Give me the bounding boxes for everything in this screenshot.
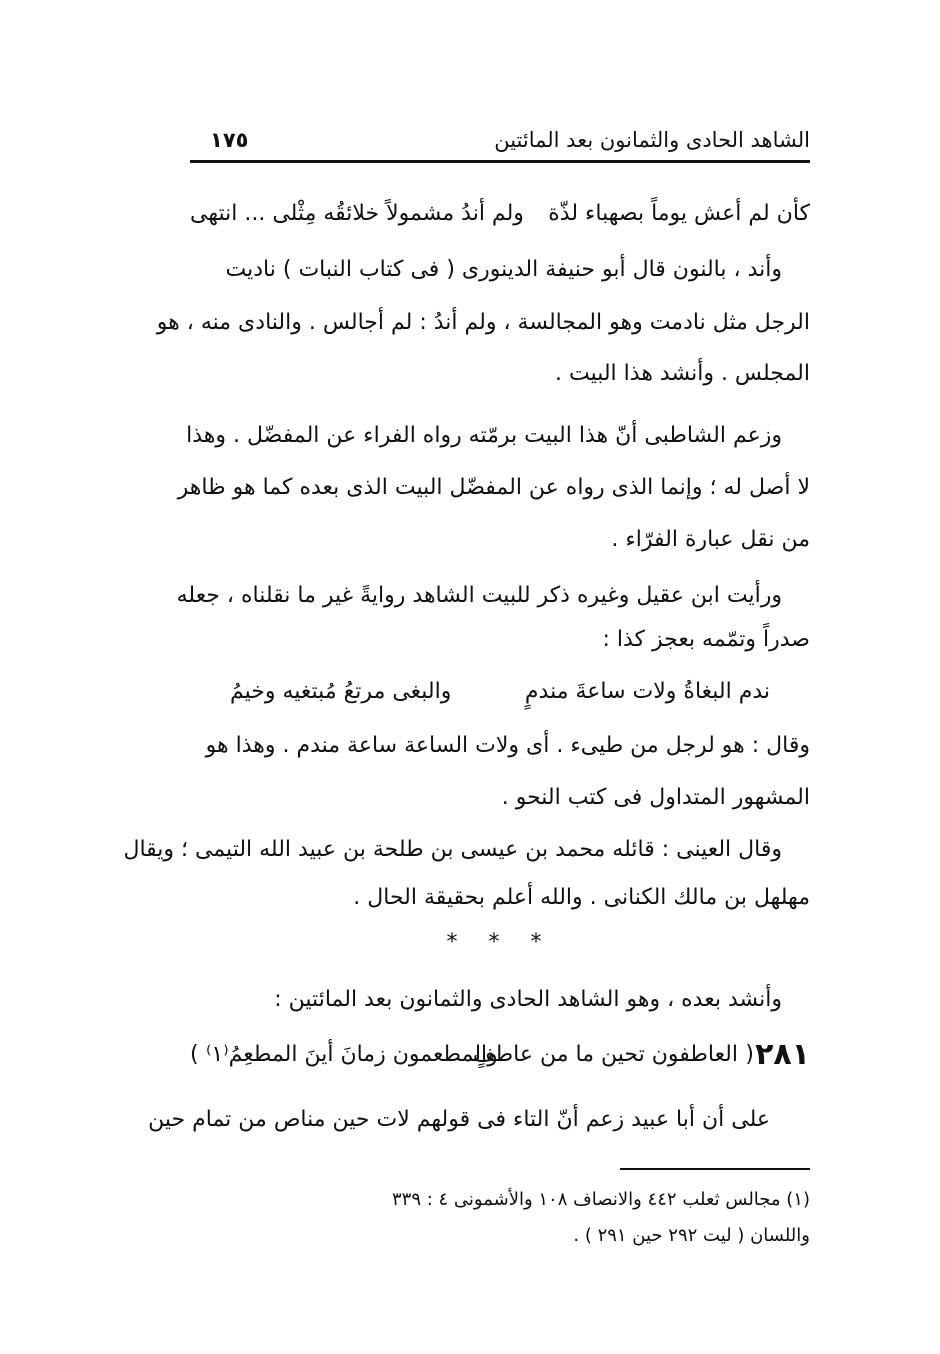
text-line: وأند ، بالنون قال أبو حنيفة الدينورى ( فى كتاب النبات ) ناديت xyxy=(225,257,782,282)
verse-first-hemistich: العاطفون تحين ما من عاطفٍ xyxy=(472,1042,738,1067)
text-line: لا أصل له ؛ وإنما الذى رواه عن المفضّل البيت الذى بعده كما هو ظاهر xyxy=(177,475,810,500)
page-number: ١٧٥ xyxy=(210,128,249,152)
verse-open-paren: ( xyxy=(745,1042,754,1067)
verse-second-hemistich: والمطعمون زمانَ أينَ المطعِمُ⁽١⁾ xyxy=(206,1042,498,1067)
page-header xyxy=(190,124,810,164)
footnote-line: واللسان ( ليت ٢٩٢ حين ٢٩١ ) . xyxy=(573,1225,810,1246)
text-line: المشهور المتداول فى كتب النحو . xyxy=(501,785,810,810)
verse-first-hemistich: ندم البغاةُ ولات ساعةَ مندمٍ xyxy=(524,679,770,704)
header-rule xyxy=(190,160,810,163)
footnote-line: (١) مجالس ثعلب ٤٤٢ والانصاف ١٠٨ والأشمونى ٤ : ٣٣٩ xyxy=(391,1189,810,1210)
text-line: ورأيت ابن عقيل وغيره ذكر للبيت الشاهد روايةً غير ما نقلناه ، جعله xyxy=(176,583,782,608)
verse-second-hemistich: ولم أندُ مشمولاً خلائقُه مِثْلى ... انتهى xyxy=(190,201,524,226)
verse-second-hemistich: والبغى مرتعُ مُبتغيه وخيمُ xyxy=(230,679,452,704)
verse-close-paren: ) xyxy=(190,1042,199,1067)
text-line: من نقل عبارة الفرّاء . xyxy=(611,527,810,552)
text-line: المجلس . وأنشد هذا البيت . xyxy=(554,361,810,386)
text-line: صدراً وتمّمه بعجز كذا : xyxy=(602,627,810,652)
numbered-verse xyxy=(190,1030,810,1080)
section-separator: * * * xyxy=(446,930,554,955)
text-line: وزعم الشاطبى أنّ هذا البيت برمّته رواه الفراء عن المفضّل . وهذا xyxy=(186,423,782,448)
text-line: وقال العينى : قائله محمد بن عيسى بن طلحة بن عبيد الله التيمى ؛ ويقال xyxy=(123,837,782,862)
verse-first-hemistich: كأن لم أعش يوماً بصهباء لذّة xyxy=(548,201,810,226)
text-line: وقال : هو لرجل من طيىء . أى ولات الساعة ساعة مندم . وهذا هو xyxy=(205,733,810,758)
quoted-verse xyxy=(230,670,770,714)
verse-number: ٢٨١ xyxy=(755,1037,810,1072)
running-title: الشاهد الحادى والثمانون بعد المائتين xyxy=(494,128,810,152)
text-line: مهلهل بن مالك الكنانى . والله أعلم بحقيقة الحال . xyxy=(353,885,810,910)
closing-line: على أن أبا عبيد زعم أنّ التاء فى قولهم لات حين مناص من تمام حين xyxy=(148,1107,770,1132)
intro-line: وأنشد بعده ، وهو الشاهد الحادى والثمانون بعد المائتين : xyxy=(274,987,782,1012)
text-line: الرجل مثل نادمت وهو المجالسة ، ولم أندُ : لم أجالس . والنادى منه ، هو xyxy=(156,310,810,335)
opening-verse xyxy=(190,192,810,236)
footnote-rule xyxy=(620,1168,810,1170)
